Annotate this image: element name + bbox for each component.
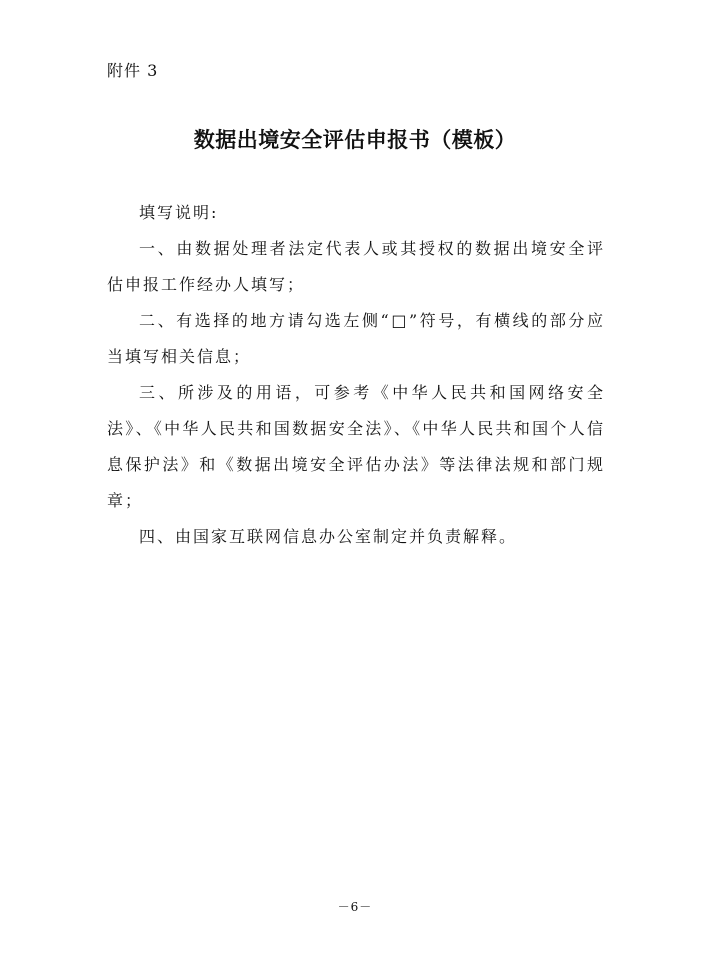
attachment-label: 附件 3 bbox=[107, 61, 159, 80]
instruction-item-2 bbox=[107, 303, 605, 375]
instruction-item-2-after: ”符号，有横线的部分应当填写相关信息； bbox=[107, 311, 605, 366]
instruction-item-3: 三、所涉及的用语，可参考《中华人民共和国网络安全法》、《中华人民共和国数据安全法》、《中华人民共和国个人信息保护法》和《数据出境安全评估办法》等法律法规和部门规章； bbox=[107, 383, 605, 510]
checkbox-symbol: □ bbox=[390, 311, 410, 330]
document-title: 数据出境安全评估申报书（模板） bbox=[193, 128, 517, 152]
instruction-item-2-before: 二、有选择的地方请勾选左侧“ bbox=[139, 311, 391, 330]
instruction-item-4: 四、由国家互联网信息办公室制定并负责解释。 bbox=[139, 527, 518, 546]
instruction-item-1: 一、由数据处理者法定代表人或其授权的数据出境安全评估申报工作经办人填写； bbox=[107, 239, 605, 294]
instructions-section bbox=[107, 195, 605, 555]
page-number: －6－ bbox=[337, 900, 373, 914]
instructions-heading: 填写说明: bbox=[139, 203, 219, 222]
